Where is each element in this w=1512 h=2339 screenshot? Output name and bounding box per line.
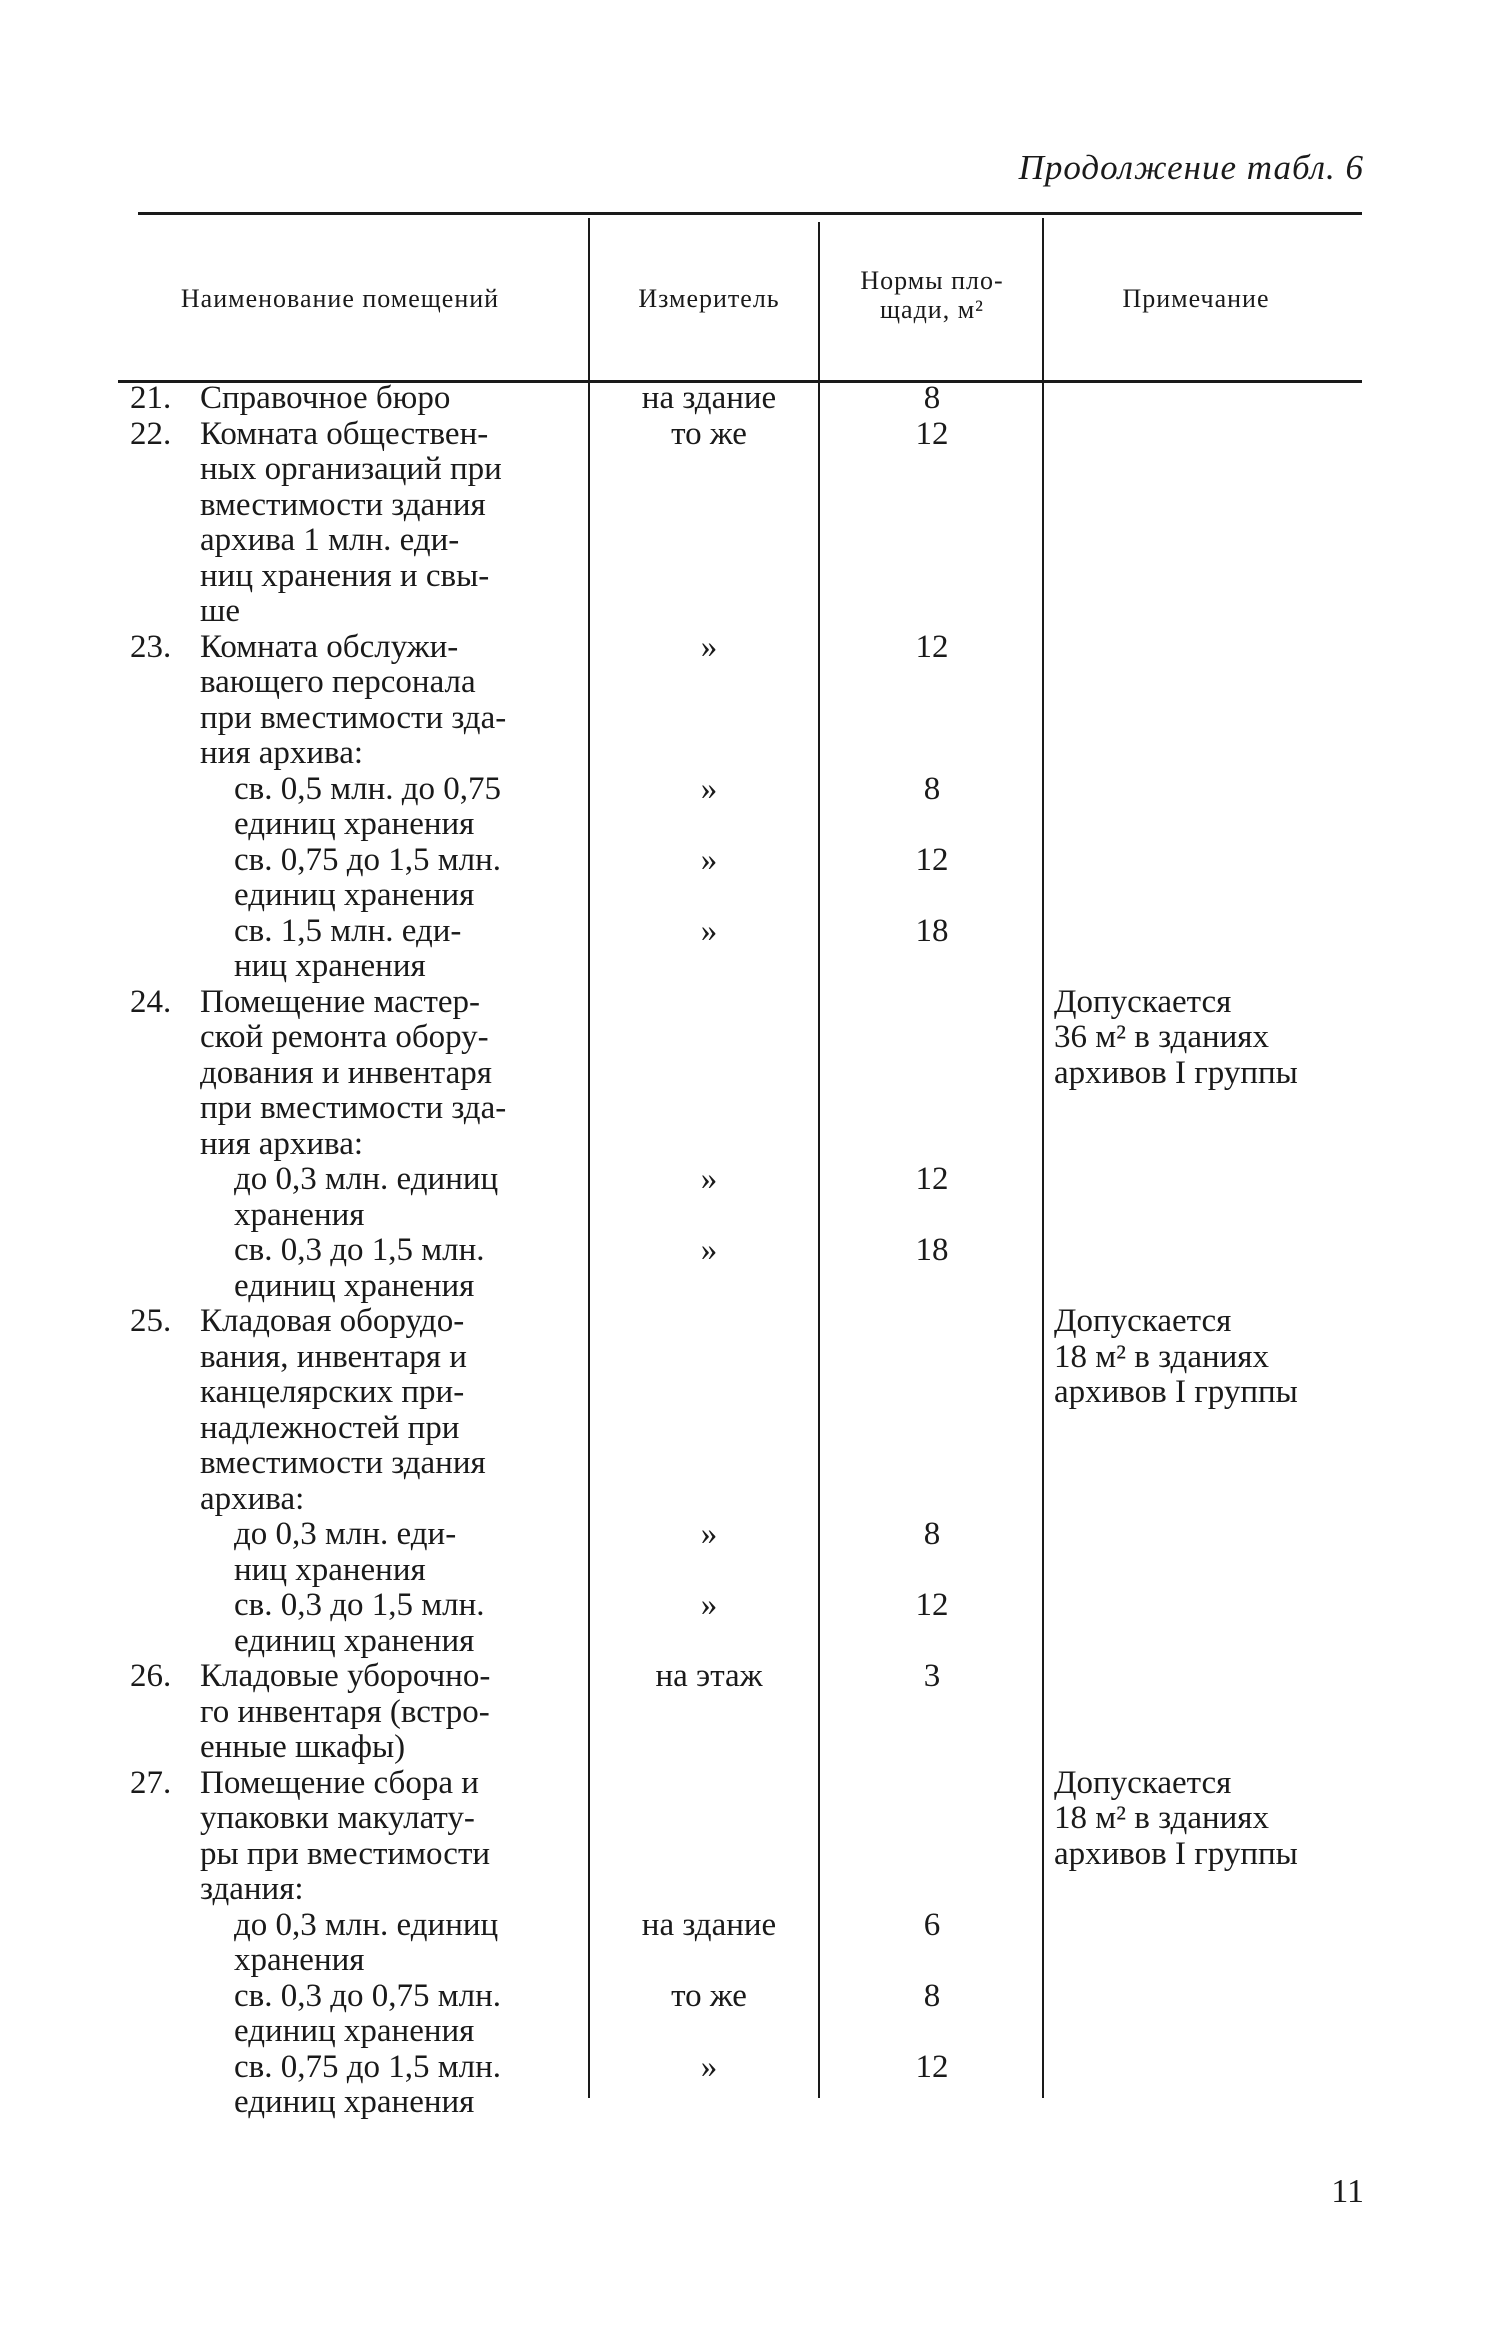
item-number: 26. [130, 1658, 172, 1694]
norm-cell: 8 [923, 770, 941, 807]
note-line: Допускается [1054, 1303, 1232, 1339]
header-note: Примечание [1122, 284, 1270, 313]
table-row-4-line-0: св. 0,75 до 1,5 млн. [234, 841, 502, 878]
table-row-7-line-1: хранения [234, 1196, 365, 1233]
table-row-0-line-0 [130, 381, 560, 417]
norm-cell: 6 [923, 1906, 941, 1943]
norm-cell: 12 [915, 841, 949, 878]
measure-cell: на здание [641, 380, 777, 416]
table-row-6-line-0 [130, 985, 560, 1021]
note-line: архивов I группы [1054, 1054, 1298, 1091]
table-row-1-line-1: ных организаций при [200, 451, 502, 487]
table-row-6-line-2: дования и инвентаря [200, 1054, 492, 1091]
table-row-11-line-0: св. 0,3 до 1,5 млн. [234, 1587, 485, 1623]
table-row-9-line-4: вместимости здания [200, 1445, 486, 1481]
table-row-8-line-0: св. 0,3 до 1,5 млн. [234, 1232, 485, 1268]
table-row-6-line-4: ния архива: [200, 1125, 364, 1162]
note-line: архивов I группы [1054, 1835, 1298, 1872]
item-number: 25. [130, 1303, 172, 1339]
header-norm [822, 266, 1042, 324]
table-top-rule [138, 212, 1362, 215]
item-text: Помещение мастер- [200, 983, 481, 1020]
measure-cell: » [700, 1587, 718, 1623]
note-line: 18 м² в зданиях [1054, 1800, 1269, 1836]
table-row-14-line-0: до 0,3 млн. единиц [234, 1906, 499, 1943]
item-number: 23. [130, 628, 172, 665]
table-row-1-line-4: ниц хранения и свы- [200, 557, 490, 594]
norm-cell: 18 [915, 1232, 949, 1268]
measure-cell: то же [671, 415, 747, 452]
note-line: архивов I группы [1054, 1374, 1298, 1410]
note-cell [1054, 985, 1298, 1092]
item-text: Помещение сбора и [200, 1764, 479, 1801]
norm-cell: 18 [915, 912, 949, 949]
table-row-13-line-1: упаковки макулату- [200, 1800, 475, 1836]
table-row-15-line-0: св. 0,3 до 0,75 млн. [234, 1977, 502, 2014]
table-row-4-line-1: единиц хранения [234, 877, 475, 913]
norm-cell: 8 [923, 1516, 941, 1552]
header-norm-line1: Нормы пло- [860, 266, 1004, 295]
item-text: Комната обществен- [200, 415, 489, 452]
page-number: 11 [1331, 2173, 1364, 2210]
note-line: 18 м² в зданиях [1054, 1338, 1269, 1375]
measure-cell: » [700, 1232, 718, 1268]
table-row-13-line-2: ры при вместимости [200, 1835, 491, 1872]
measure-cell: » [700, 1516, 718, 1552]
table-row-1-line-2: вместимости здания [200, 486, 486, 523]
norm-cell: 12 [915, 2048, 949, 2085]
table-row-15-line-1: единиц хранения [234, 2013, 475, 2049]
measure-cell: » [700, 841, 718, 878]
item-text: Комната обслужи- [200, 628, 459, 665]
table-row-2-line-3: ния архива: [200, 735, 364, 771]
norm-cell: 12 [915, 1161, 949, 1197]
table-row-9-line-3: надлежностей при [200, 1409, 460, 1446]
norm-cell: 12 [915, 415, 949, 452]
table-row-7-line-0: до 0,3 млн. единиц [234, 1161, 499, 1197]
note-line: 36 м² в зданиях [1054, 1019, 1269, 1055]
column-divider-2 [818, 222, 820, 2098]
norm-cell: 8 [923, 380, 941, 416]
measure-cell: » [700, 770, 718, 807]
note-cell [1054, 1304, 1298, 1411]
column-divider-3 [1042, 218, 1044, 2098]
table-row-13-line-0 [130, 1766, 560, 1802]
table-row-14-line-1: хранения [234, 1942, 365, 1978]
norm-cell: 8 [923, 1977, 941, 2014]
table-row-3-line-1: единиц хранения [234, 806, 475, 842]
table-row-9-line-5: архива: [200, 1480, 305, 1517]
table-row-1-line-3: архива 1 млн. еди- [200, 522, 460, 558]
header-norm-line2: щади, м² [880, 295, 984, 324]
measure-cell: то же [671, 1977, 747, 2014]
measure-cell: » [700, 628, 718, 665]
table-row-2-line-1: вающего персонала [200, 664, 476, 700]
note-line: Допускается [1054, 1764, 1232, 1801]
column-divider-1 [588, 218, 590, 2098]
header-name: Наименование помещений [180, 284, 500, 313]
item-number: 27. [130, 1764, 172, 1801]
norm-cell: 12 [915, 1587, 949, 1623]
table-row-9-line-2: канцелярских при- [200, 1374, 465, 1410]
table-row-16-line-0: св. 0,75 до 1,5 млн. [234, 2048, 502, 2085]
table-row-5-line-0: св. 1,5 млн. еди- [234, 912, 462, 949]
table-row-10-line-0: до 0,3 млн. еди- [234, 1516, 457, 1552]
table-row-12-line-2: енные шкафы) [200, 1729, 406, 1765]
table-row-5-line-1: ниц хранения [234, 948, 426, 984]
item-number: 24. [130, 983, 172, 1020]
measure-cell: » [700, 912, 718, 949]
measure-cell: » [700, 2048, 718, 2085]
table-row-16-line-1: единиц хранения [234, 2084, 475, 2120]
note-line: Допускается [1054, 983, 1232, 1020]
names-column [130, 381, 560, 2121]
note-cell [1054, 1766, 1298, 1873]
header-unit: Измеритель [638, 284, 780, 313]
table-row-2-line-0 [130, 630, 560, 666]
table-row-9-line-0 [130, 1304, 560, 1340]
item-text: Справочное бюро [200, 380, 451, 416]
item-number: 21. [130, 380, 172, 416]
table-row-10-line-1: ниц хранения [234, 1551, 426, 1588]
table-row-3-line-0: св. 0,5 млн. до 0,75 [234, 770, 502, 807]
table-row-6-line-3: при вместимости зда- [200, 1090, 507, 1126]
measure-cell: на этаж [655, 1658, 763, 1694]
measure-cell: » [700, 1161, 718, 1197]
table-caption: Продолжение табл. 6 [1018, 148, 1364, 187]
norm-cell: 12 [915, 628, 949, 665]
table-row-9-line-1: вания, инвентаря и [200, 1338, 467, 1375]
item-text: Кладовая оборудо- [200, 1303, 465, 1339]
table-row-13-line-3: здания: [200, 1871, 304, 1907]
item-text: Кладовые уборочно- [200, 1658, 491, 1694]
table-row-12-line-0 [130, 1659, 560, 1695]
table-row-1-line-0 [130, 417, 560, 453]
table-row-6-line-1: ской ремонта обору- [200, 1019, 489, 1055]
measure-cell: на здание [641, 1906, 777, 1943]
item-number: 22. [130, 415, 172, 452]
table-row-1-line-5: ше [200, 593, 241, 629]
table-row-12-line-1: го инвентаря (встро- [200, 1693, 490, 1730]
table-row-8-line-1: единиц хранения [234, 1267, 475, 1304]
table-row-11-line-1: единиц хранения [234, 1622, 475, 1659]
table-row-2-line-2: при вместимости зда- [200, 699, 507, 736]
norm-cell: 3 [923, 1658, 941, 1694]
